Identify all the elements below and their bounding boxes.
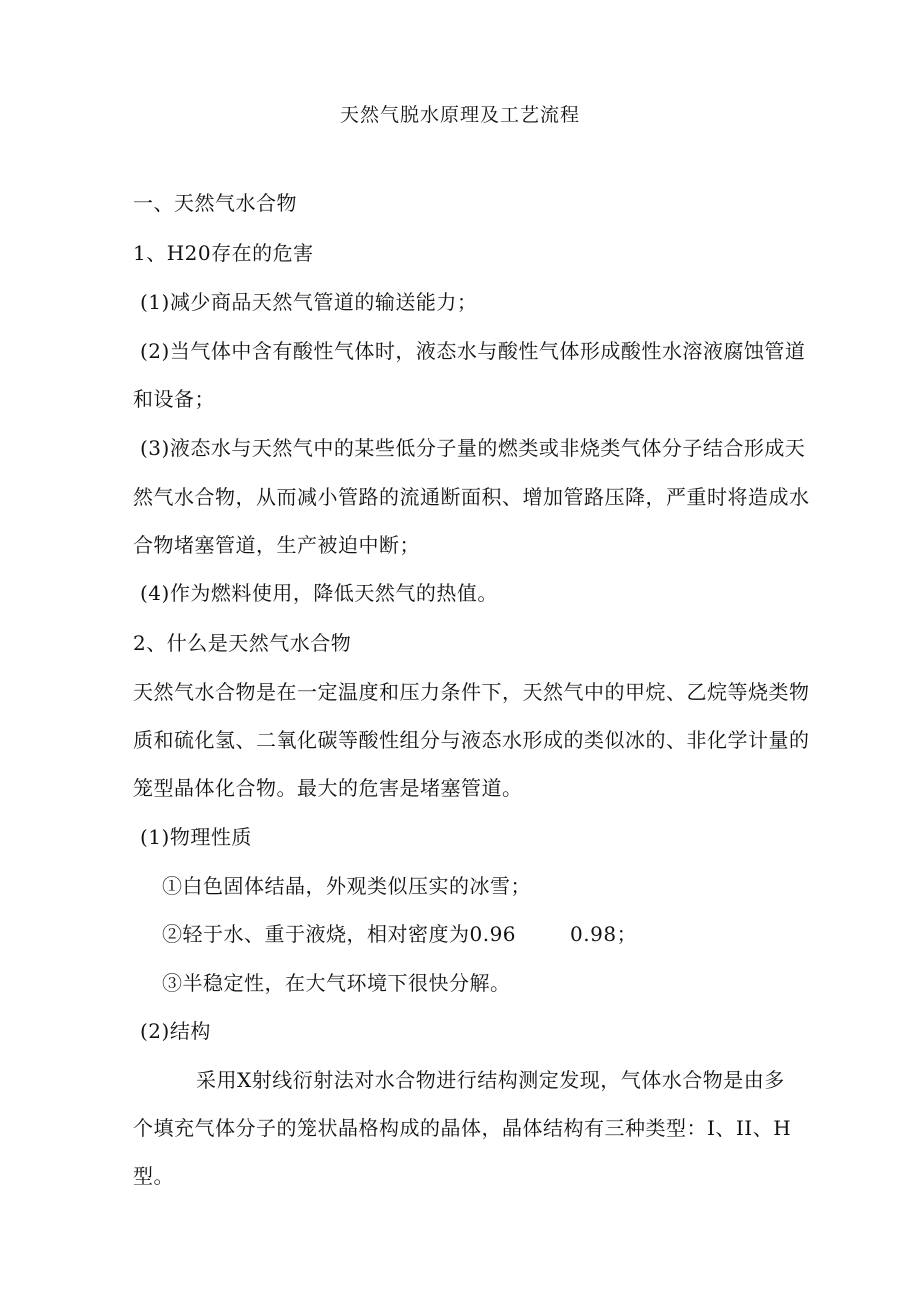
structure-paragraph: 采用X射线衍射法对水合物进行结构测定发现，气体水合物是由多	[196, 1068, 785, 1092]
structure-paragraph: 个填充气体分子的笼状晶格构成的晶体，晶体结构有三种类型：I、II、H	[133, 1116, 792, 1140]
structure-paragraph: 型。	[133, 1164, 174, 1188]
property-item: ③半稳定性，在大气环境下很快分解。	[162, 971, 511, 995]
hazard-item-continuation: 合物堵塞管道，生产被迫中断；	[133, 533, 420, 557]
document-title: 天然气脱水原理及工艺流程	[339, 104, 580, 126]
hazard-item: (3)液态水与天然气中的某些低分子量的燃类或非烧类气体分子结合形成天	[140, 436, 806, 460]
definition-paragraph: 天然气水合物是在一定温度和压力条件下，天然气中的甲烷、乙烷等烧类物	[133, 680, 810, 704]
property-item	[162, 919, 637, 949]
structure-heading: (2)结构	[140, 1019, 211, 1043]
hazard-item-continuation: 和设备；	[133, 387, 215, 411]
property-item-value: 0.98；	[570, 922, 638, 946]
property-item: ①白色固体结晶，外观类似压实的冰雪；	[162, 874, 531, 898]
hazard-item: (2)当气体中含有酸性气体时，液态水与酸性气体形成酸性水溶液腐蚀管道	[140, 339, 806, 363]
hazard-item: (4)作为燃料使用，降低天然气的热值。	[140, 581, 498, 605]
hazard-item-continuation: 然气水合物，从而减小管路的流通断面积、增加管路压降，严重时将造成水	[133, 485, 810, 509]
subsection-heading: 1、H20存在的危害	[133, 241, 314, 265]
physical-properties-heading: (1)物理性质	[140, 825, 252, 849]
hazard-item: (1)减少商品天然气管道的输送能力；	[140, 290, 478, 314]
definition-paragraph: 质和硫化氢、二氧化碳等酸性组分与液态水形成的类似冰的、非化学计量的	[133, 728, 810, 752]
property-item-text: ②轻于水、重于液烧，相对密度为0.96	[162, 922, 517, 946]
definition-paragraph: 笼型晶体化合物。最大的危害是堵塞管道。	[133, 776, 523, 800]
subsection-heading: 2、什么是天然气水合物	[133, 631, 352, 655]
section-heading: 一、天然气水合物	[133, 191, 297, 215]
